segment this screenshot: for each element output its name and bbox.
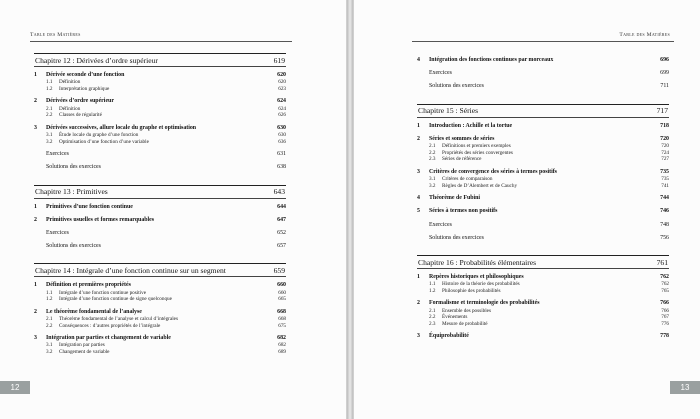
chapter-heading[interactable]: Chapitre 15 : Séries 717 xyxy=(417,104,669,118)
toc-section[interactable]: 2 Dérivées d’ordre supérieur 624 xyxy=(34,98,286,105)
toc-section[interactable]: 4 Théorème de Fubini 744 xyxy=(417,195,669,202)
toc-section[interactable]: 5 Séries à termes non positifs 746 xyxy=(417,208,669,215)
toc-solutions[interactable]: Solutions des exercices 638 xyxy=(46,164,286,171)
header-rule xyxy=(30,41,292,42)
running-header: Table des Matières xyxy=(30,32,81,38)
toc-subsection[interactable]: 3.2 Optimisation d’une fonction d’une variable 636 xyxy=(46,138,286,145)
toc-solutions[interactable]: Solutions des exercices 657 xyxy=(46,243,286,250)
toc-section[interactable]: 2 Formalisme et terminologie des probabilités 766 xyxy=(417,300,669,307)
toc-subsection[interactable]: 1.2 Philosophie des probabilités 765 xyxy=(429,287,669,294)
toc-subsection[interactable]: 3.2 Changement de variable 689 xyxy=(46,348,286,355)
toc-section[interactable]: 1 Introduction : Achille et la tortue 718 xyxy=(417,122,669,129)
toc-subsection[interactable]: 2.1 Définition 624 xyxy=(46,105,286,112)
toc-section[interactable]: 2 Le théorème fondamental de l’analyse 668 xyxy=(34,308,286,315)
toc-section[interactable]: 1 Dérivée seconde d’une fonction 620 xyxy=(34,72,286,78)
toc-section[interactable]: 1 Définition et premières propriétés 660 xyxy=(34,282,286,289)
toc-exercises[interactable]: Exercices 631 xyxy=(46,151,286,158)
page-number: 12 xyxy=(0,381,30,394)
toc-section[interactable]: 1 Repères historiques et philosophiques 762 xyxy=(417,274,669,280)
toc-solutions[interactable]: Solutions des exercices 756 xyxy=(429,234,669,241)
toc-section[interactable]: 3 Dérivées successives, allure locale du graphe et optimisation 630 xyxy=(34,124,286,131)
chapter-heading[interactable]: Chapitre 12 : Dérivées d’ordre supérieur 619 xyxy=(34,53,286,67)
toc-subsection[interactable]: 1.2 Intégrale d’une fonction continue de signe quelconque 665 xyxy=(46,296,286,303)
toc-subsection[interactable]: 2.3 Séries de référence 727 xyxy=(429,156,669,163)
toc-subsection[interactable]: 3.1 Critères de comparaison 735 xyxy=(429,176,669,182)
chapter-heading[interactable]: Chapitre 13 : Primitives 643 xyxy=(34,185,286,199)
toc-section[interactable]: 3 Équiprobabilité 778 xyxy=(417,333,669,340)
toc-subsection[interactable]: 3.1 Intégration par parties 682 xyxy=(46,342,286,349)
toc-subsection[interactable]: 2.2 Propriétés des séries convergentes 724 xyxy=(429,149,669,156)
toc-exercises[interactable]: Exercices 652 xyxy=(46,229,286,236)
toc-section[interactable]: 1 Primitives d’une fonction continue 644 xyxy=(34,203,286,210)
left-page xyxy=(0,0,347,419)
toc-subsection[interactable]: 2.2 Événements 767 xyxy=(429,314,669,321)
toc-subsection[interactable]: 2.3 Mesure de probabilité 776 xyxy=(429,320,669,327)
toc-section[interactable]: 2 Séries et sommes de séries 720 xyxy=(417,135,669,142)
toc-subsection[interactable]: 1.1 Définition 620 xyxy=(46,79,286,86)
toc-section[interactable]: 3 Intégration par parties et changement de variable 682 xyxy=(34,335,286,342)
toc-solutions[interactable]: Solutions des exercices 711 xyxy=(429,83,669,90)
toc-section[interactable]: 3 Critères de convergence des séries à termes positifs 735 xyxy=(417,168,669,175)
toc-section[interactable]: 2 Primitives usuelles et formes remarquables 647 xyxy=(34,216,286,223)
toc-subsection[interactable]: 2.1 Définitions et premiers exemples 720 xyxy=(429,143,669,150)
toc-subsection[interactable]: 2.1 Théorème fondamental de l’analyse et calcul d’intégrales 668 xyxy=(46,315,286,322)
toc-exercises[interactable]: Exercices 748 xyxy=(429,221,669,228)
toc-subsection[interactable]: 1.2 Interprétation graphique 623 xyxy=(46,85,286,92)
header-rule xyxy=(412,41,674,42)
toc-subsection[interactable]: 2.2 Conséquences : d’autres propriétés de l’intégrale 675 xyxy=(46,322,286,329)
toc-subsection[interactable]: 2.1 Ensemble des possibles 766 xyxy=(429,307,669,314)
chapter-heading[interactable]: Chapitre 14 : Intégrale d’une fonction continue sur un segment 659 xyxy=(34,263,286,277)
toc-exercises[interactable]: Exercices 699 xyxy=(429,70,669,77)
right-page xyxy=(353,0,700,419)
toc-right xyxy=(417,53,669,341)
toc-subsection[interactable]: 3.2 Règles de D’Alembert et de Cauchy 741 xyxy=(429,182,669,189)
toc-left xyxy=(34,53,286,356)
toc-subsection[interactable]: 1.1 Intégrale d’une fonction continue positive 660 xyxy=(46,289,286,296)
toc-subsection[interactable]: 1.1 Histoire de la théorie des probabilités 762 xyxy=(429,281,669,288)
chapter-heading[interactable]: Chapitre 16 : Probabilités élémentaires 761 xyxy=(417,255,669,269)
page-number: 13 xyxy=(670,381,700,394)
toc-subsection[interactable]: 3.1 Étude locale du graphe d’une fonction 630 xyxy=(46,131,286,138)
running-header: Table des Matières xyxy=(619,32,670,38)
toc-subsection[interactable]: 2.2 Classes de régularité 626 xyxy=(46,112,286,119)
toc-section[interactable]: 4 Intégration des fonctions continues par morceaux 696 xyxy=(417,57,669,63)
